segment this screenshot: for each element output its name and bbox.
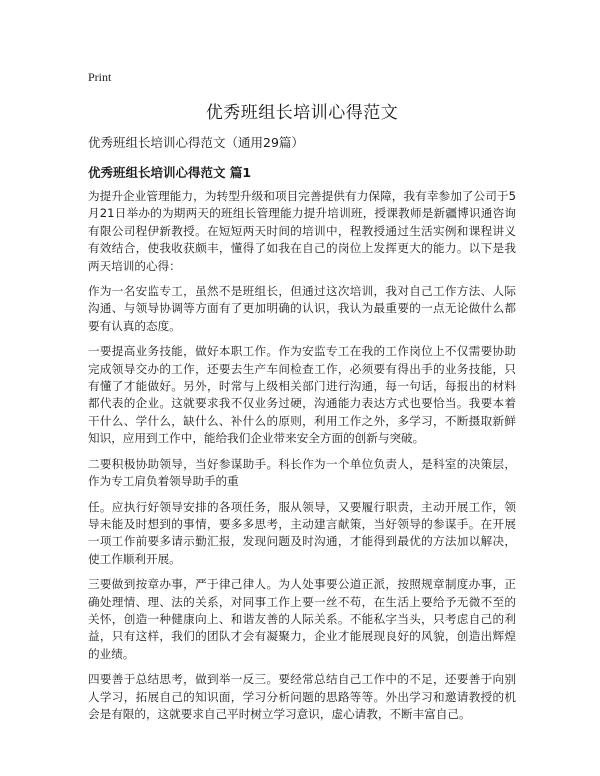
- paragraph: 为提升企业管理能力，为转型升级和项目完善提供有力保障，我有幸参加了公司于5月21日举办的为期两天的班组长管理能力提升培训班，授课教师是新疆博识通咨询有限公司程伊新教授。在短短两天时间的培训中，程教授通过生活实例和课程讲义有效结合，使我收获颇丰，懂得了如我在自己的岗位上发挥更大的能力。以下是我两天培训的心得：: [88, 189, 516, 273]
- paragraph: 一要提高业务技能，做好本职工作。作为安监专工在我的工作岗位上不仅需要协助完成领导交办的工作，还要去生产车间检查工作，必须要有得出手的业务技能，只有懂了才能做好。另外，时常与上级相关部门进行沟通，每一句话，每报出的材料都代表的企业。这就要求我不仅业务过硬，沟通能力表达方式也要恰当。我要本着干什么、学什么，缺什么、补什么的原则，利用工作之外，多学习，不断摄取新鲜知识，应用到工作中，能给我们企业带来安全方面的创新与突破。: [88, 344, 516, 446]
- paragraph: 三要做到按章办事，严于律己律人。为人处事要公道正派，按照规章制度办事，正确处理情、理、法的关系，对同事工作上要一丝不苟，在生活上要给予无微不至的关怀，创造一种健康向上、和谐友善的人际关系。不能私字当头，只考虑自己的利益，只有这样，我们的团队才会有凝聚力，企业才能展现良好的风貌，创造出辉煌的业绩。: [88, 577, 516, 661]
- article-body: [88, 188, 516, 731]
- paragraph: 作为一名安监专工，虽然不是班组长，但通过这次培训，我对自己工作方法、人际沟通、与领导协调等方面有了更加明确的认识，我认为最重要的一点无论做什么都要有认真的态度。: [88, 284, 516, 333]
- paragraph: 二要积极协助领导，当好参谋助手。科长作为一个单位负责人，是科室的决策层，作为专工肩负着领导助手的重: [88, 456, 516, 489]
- section-heading: 优秀班组长培训心得范文 篇1: [88, 165, 252, 180]
- paragraph: 四要善于总结思考，做到举一反三。要经常总结自己工作中的不足，还要善于向别人学习，拓展自己的知识面，学习分析问题的思路等等。外出学习和邀请教授的机会是有限的，这就要求自己平时树立学习意识，虚心请教，不断丰富自己。: [88, 672, 516, 721]
- print-link[interactable]: Print: [88, 70, 112, 84]
- document-subtitle: 优秀班组长培训心得范文（通用29篇）: [88, 135, 304, 150]
- paragraph: 任。应执行好领导安排的各项任务，服从领导，又要履行职责，主动开展工作，领导未能及时想到的事情，要多多思考，主动建言献策，当好领导的参谋手。在开展一项工作前要多请示勤汇报，发现问题及时沟通，才能得到最优的方法加以解决，使工作顺利开展。: [88, 499, 516, 566]
- page-title: 优秀班组长培训心得范文: [205, 103, 399, 123]
